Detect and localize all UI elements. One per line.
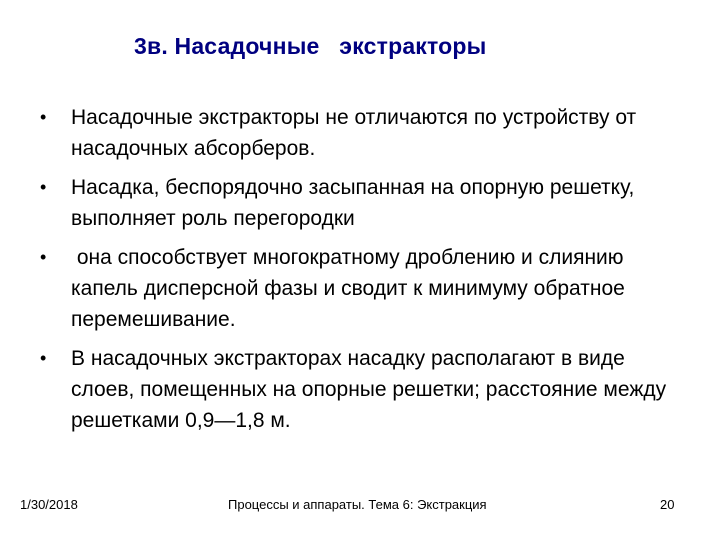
- bullet-item: [40, 242, 690, 335]
- bullet-text: Насадочные экстракторы не отличаются по устройству от насадочных абсорберов.: [71, 106, 637, 160]
- bullet-item: [40, 172, 690, 234]
- footer-date: 1/30/2018: [20, 497, 78, 512]
- bullet-marker: •: [40, 348, 47, 368]
- slide-title: 3в. Насадочные экстракторы: [134, 33, 487, 59]
- bullet-marker: •: [40, 107, 47, 127]
- page-number: 20: [660, 497, 675, 512]
- bullet-marker: •: [40, 247, 47, 267]
- bullet-item: [40, 102, 690, 164]
- footer-title: Процессы и аппараты. Тема 6: Экстракция: [228, 497, 487, 512]
- bullet-marker: •: [40, 177, 47, 197]
- bullet-text: она способствует многократному дроблению и слиянию капель дисперсной фазы и сводит к минимуму обратное перемешивание.: [71, 246, 631, 331]
- bullet-text: В насадочных экстракторах насадку располагают в виде слоев, помещенных на опорные решетки; расстояние между решетками 0,9—1,8 м.: [71, 347, 667, 432]
- bullet-item: [40, 343, 690, 436]
- bullet-list: [40, 102, 690, 444]
- bullet-text: Насадка, беспорядочно засыпанная на опорную решетку, выполняет роль перегородки: [71, 176, 635, 230]
